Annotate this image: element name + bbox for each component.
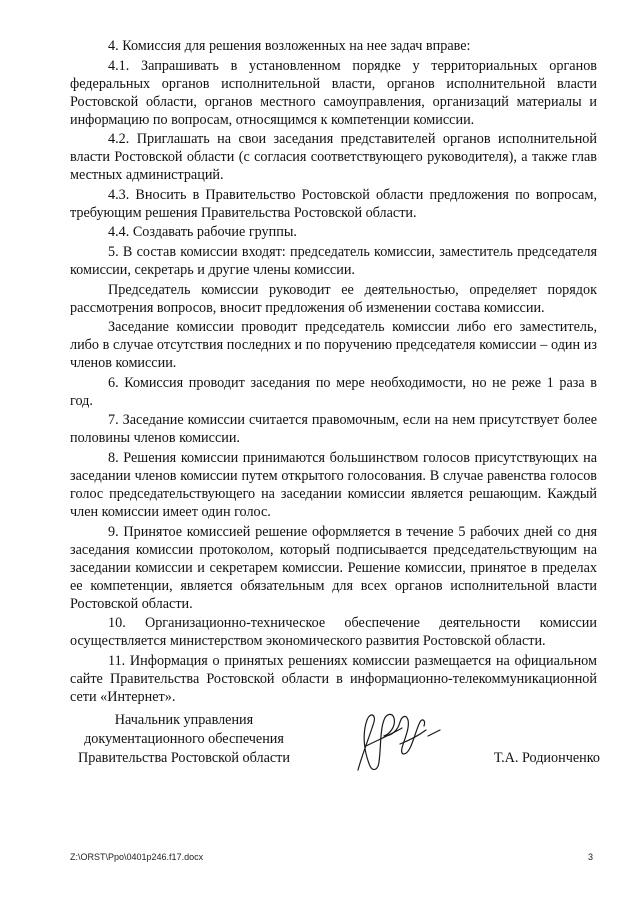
paragraph-4-3: 4.3. Вносить в Правительство Ростовской области предложения по вопросам, требующим решения Правительства Ростовской области.: [70, 186, 597, 221]
paragraph-4-1: 4.1. Запрашивать в установленном порядке у территориальных органов федеральных органов исполнительной власти, органов исполнительной власти Ростовской области, органов местного самоуправления, организаций материалы и информацию по вопросам, относящимся к компетенции комиссии.: [70, 57, 597, 128]
paragraph-6: 6. Комиссия проводит заседания по мере необходимости, но не реже 1 раза в год.: [70, 374, 597, 409]
paragraph-4: 4. Комиссия для решения возложенных на нее задач вправе:: [108, 38, 471, 54]
signatory-title-line: документационного обеспечения: [84, 731, 284, 747]
paragraph-9: 9. Принятое комиссией решение оформляется в течение 5 рабочих дней со дня заседания комиссии протоколом, который подписывается председательствующим на заседании комиссии и секретарем комиссии. Решение комиссии, принятое в пределах ее компетенции, является обязательным для всех органов исполнительной власти Ростовской области.: [70, 523, 597, 612]
footer-file-path: Z:\ORST\Ppo\0401p246.f17.docx: [70, 852, 204, 862]
paragraph-5: 5. В состав комиссии входят: председатель комиссии, заместитель председателя комиссии, секретарь и другие члены комиссии.: [70, 243, 597, 278]
paragraph-5-chairman: Председатель комиссии руководит ее деятельностью, определяет порядок рассмотрения вопросов, вносит предложения об изменении состава комиссии.: [70, 281, 597, 316]
signature-block: [0, 700, 640, 790]
signatory-title-line: Правительства Ростовской области: [78, 750, 290, 766]
handwritten-signature-icon: [340, 700, 450, 780]
paragraph-8: 8. Решения комиссии принимаются большинством голосов присутствующих на заседании членов комиссии путем открытого голосования. В случае равенства голосов голос председательствующего на заседании комиссии является решающим. Каждый член комиссии имеет один голос.: [70, 449, 597, 520]
paragraph-10: 10. Организационно-техническое обеспечение деятельности комиссии осуществляется министерством экономического развития Ростовской области.: [70, 615, 597, 650]
document-body: [70, 37, 597, 707]
signatory-name: Т.А. Родионченко: [493, 750, 600, 766]
paragraph-11: 11. Информация о принятых решениях комиссии размещается на официальном сайте Правительства Ростовской области в информационно-телекоммуникационной сети «Интернет».: [70, 652, 597, 705]
paragraph-5-meeting: Заседание комиссии проводит председатель комиссии либо его заместитель, либо в случае отсутствия последних и по поручению председателя комиссии – один из членов комиссии.: [70, 319, 597, 372]
paragraph-4-2: 4.2. Приглашать на свои заседания представителей органов исполнительной власти Ростовской области (с согласия соответствующего руководителя), а также глав местных администраций.: [70, 131, 597, 184]
page-number: 3: [588, 852, 594, 862]
signatory-title-line: Начальник управления: [114, 712, 254, 728]
paragraph-4-4: 4.4. Создавать рабочие группы.: [108, 224, 297, 241]
paragraph-7: 7. Заседание комиссии считается правомочным, если на нем присутствует более половины членов комиссии.: [70, 412, 597, 447]
signatory-title: [64, 711, 304, 768]
